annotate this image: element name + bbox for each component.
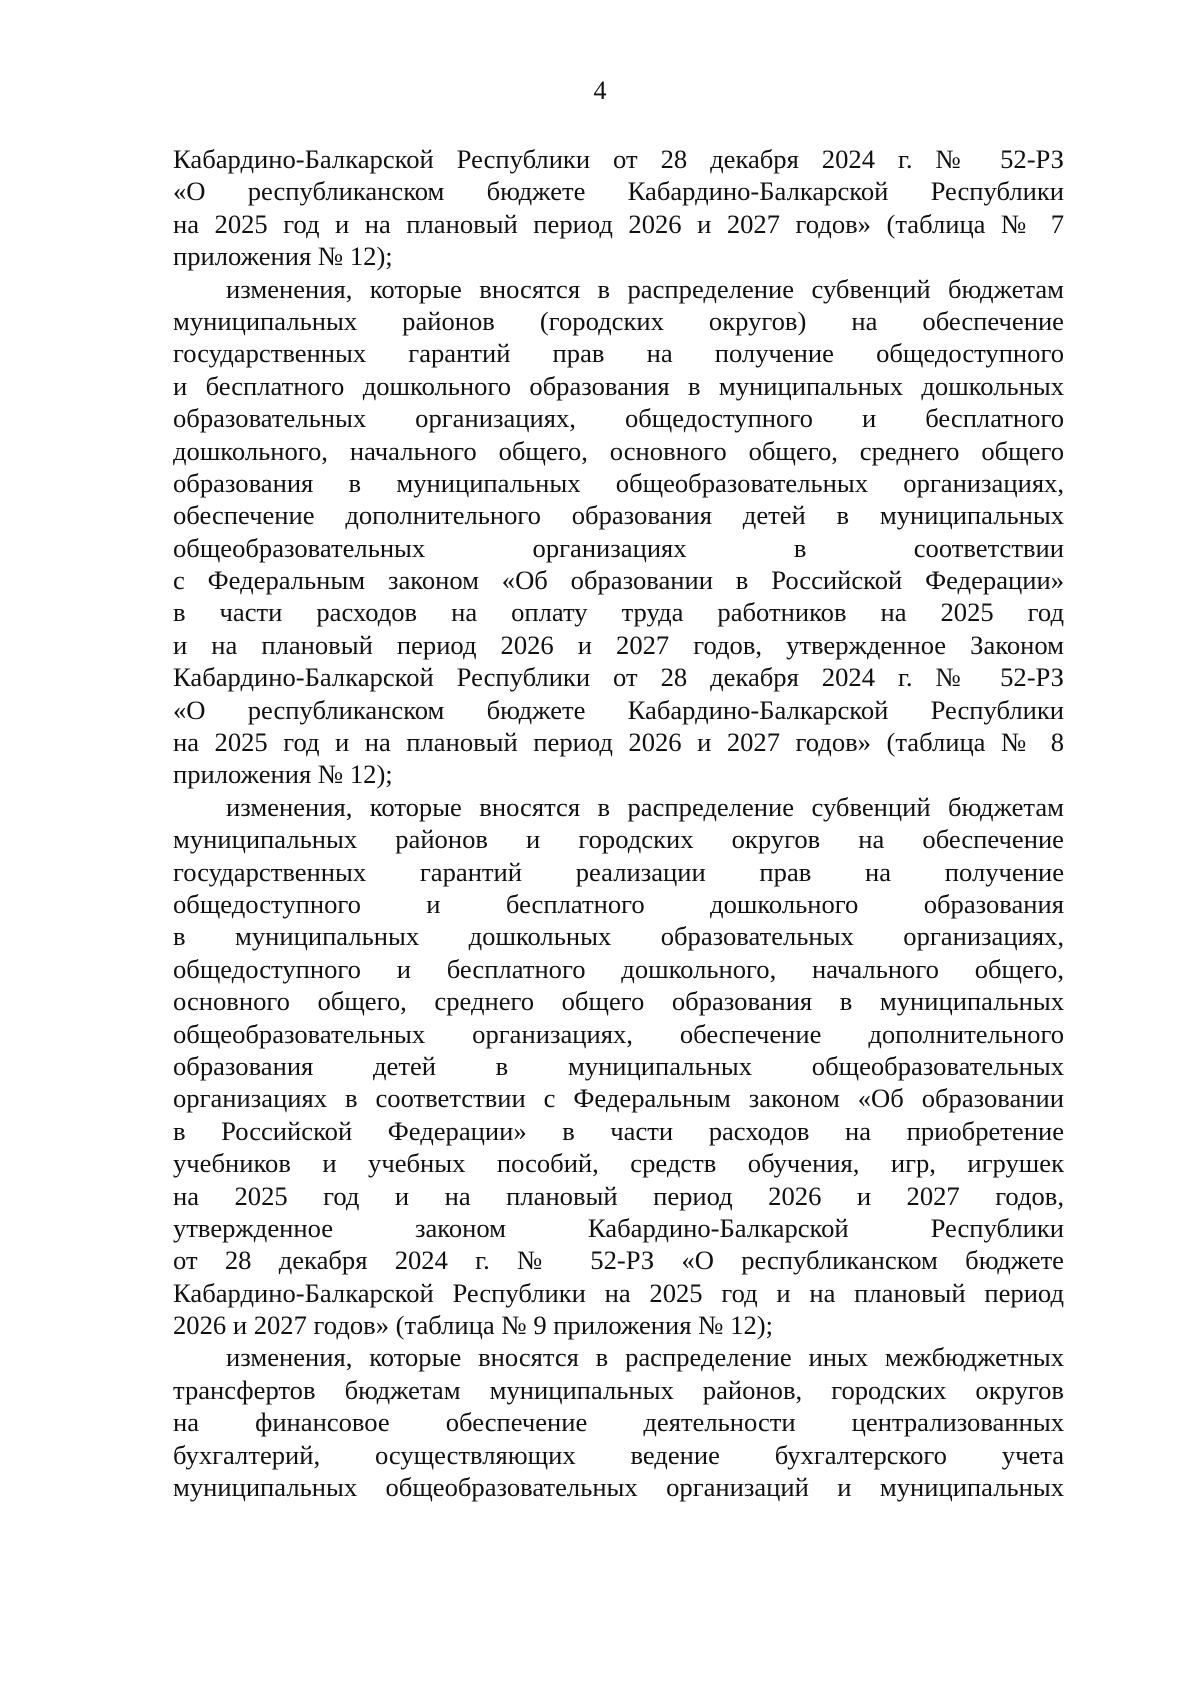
text-line: основного общего, среднего общего образования в муниципальных (173, 986, 1064, 1017)
text-line: в муниципальных дошкольных образовательных организациях, (173, 921, 1064, 952)
text-line: приложения № 12); (173, 759, 393, 790)
text-line: организациях в соответствии с Федеральным законом «Об образовании (173, 1083, 1064, 1114)
document-body (173, 143, 1064, 1503)
paragraph-first-line: изменения, которые вносятся в распределение иных межбюджетных (226, 1342, 1064, 1373)
text-line: на 2025 год и на плановый период 2026 и 2027 годов» (таблица № 8 (173, 727, 1064, 758)
text-line: от 28 декабря 2024 г. № 52-РЗ «О республиканском бюджете (173, 1245, 1064, 1276)
paragraph-first-line: изменения, которые вносятся в распределение субвенций бюджетам (226, 273, 1064, 304)
paragraph-first-line: изменения, которые вносятся в распределение субвенций бюджетам (226, 791, 1064, 822)
text-line: государственных гарантий прав на получение общедоступного (173, 338, 1064, 369)
text-line: общеобразовательных организациях в соответствии (173, 532, 1064, 563)
text-line: общедоступного и бесплатного дошкольного образования (173, 888, 1064, 919)
text-line: общедоступного и бесплатного дошкольного, начального общего, (173, 953, 1064, 984)
text-line: Кабардино-Балкарской Республики от 28 декабря 2024 г. № 52-РЗ (173, 144, 1064, 174)
text-line: муниципальных общеобразовательных организаций и муниципальных (173, 1472, 1064, 1503)
text-line: на финансовое обеспечение деятельности централизованных (173, 1407, 1064, 1438)
text-line: и бесплатного дошкольного образования в муниципальных дошкольных (173, 370, 1064, 401)
text-line: на 2025 год и на плановый период 2026 и 2027 годов» (таблица № 7 (173, 208, 1064, 239)
text-line: учебников и учебных пособий, средств обучения, игр, игрушек (173, 1148, 1064, 1179)
text-line: 2026 и 2027 годов» (таблица № 9 приложения № 12); (173, 1310, 773, 1341)
text-line: трансфертов бюджетам муниципальных районов, городских округов (173, 1374, 1064, 1405)
text-line: в части расходов на оплату труда работников на 2025 год (173, 597, 1064, 628)
text-line: образования в муниципальных общеобразовательных организациях, (173, 467, 1064, 498)
text-line: в Российской Федерации» в части расходов на приобретение (173, 1115, 1064, 1146)
text-line: утвержденное законом Кабардино-Балкарской Республики (173, 1212, 1064, 1243)
text-line: обеспечение дополнительного образования детей в муниципальных (173, 500, 1064, 531)
text-line: дошкольного, начального общего, основного общего, среднего общего (173, 435, 1064, 466)
text-line: Кабардино-Балкарской Республики от 28 декабря 2024 г. № 52-РЗ (173, 662, 1064, 693)
text-line: «О республиканском бюджете Кабардино-Балкарской Республики (173, 694, 1064, 725)
text-line: бухгалтерий, осуществляющих ведение бухгалтерского учета (173, 1439, 1064, 1470)
text-line: муниципальных районов и городских округов на обеспечение (173, 824, 1064, 855)
text-line: на 2025 год и на плановый период 2026 и 2027 годов, (173, 1180, 1064, 1211)
text-line: «О республиканском бюджете Кабардино-Балкарской Республики (173, 176, 1064, 207)
page-number: 4 (593, 76, 607, 105)
text-line: Кабардино-Балкарской Республики на 2025 год и на плановый период (173, 1277, 1064, 1308)
text-line: с Федеральным законом «Об образовании в Российской Федерации» (173, 565, 1064, 596)
text-line: муниципальных районов (городских округов) на обеспечение (173, 305, 1064, 336)
text-line: образования детей в муниципальных общеобразовательных (173, 1050, 1064, 1081)
text-line: образовательных организациях, общедоступного и бесплатного (173, 403, 1064, 434)
text-line: приложения № 12); (173, 241, 393, 272)
text-line: государственных гарантий реализации прав на получение (173, 856, 1064, 887)
text-line: и на плановый период 2026 и 2027 годов, утвержденное Законом (173, 629, 1064, 660)
text-line: общеобразовательных организациях, обеспечение дополнительного (173, 1018, 1064, 1049)
